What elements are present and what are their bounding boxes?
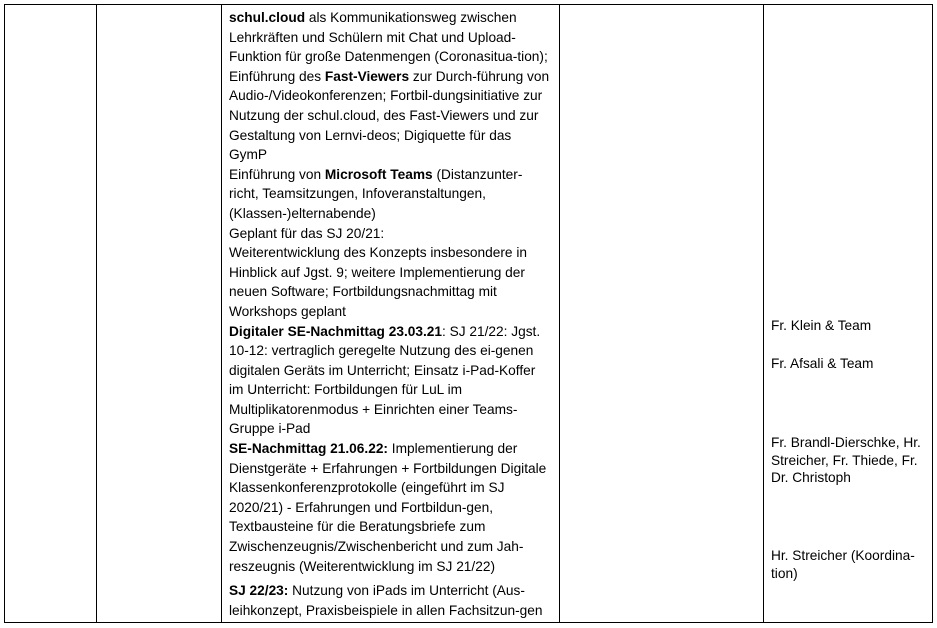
responsible-klein bbox=[771, 317, 931, 335]
bold-microsoft-teams: Microsoft Teams bbox=[324, 166, 433, 182]
paragraph-planned-heading bbox=[229, 224, 551, 244]
text-se-2022: Implementierung der Dienstgeräte + Erfahrungen + Fortbildungen Digitale Klassenkonferenzprotokolle (eingeführt im SJ 2020/21) - Erfahrungen und Fortbildun-gen, Textbausteine für die Beratungsbriefe zum Zwischenzeugnis/Zwischenbericht und zum Jah-reszeugnis (Weiterentwicklung im SJ 21/22) bbox=[229, 441, 547, 574]
table-col-border-1 bbox=[4, 4, 5, 623]
table-cell-description bbox=[229, 8, 551, 620]
bold-schulcloud: schul.cloud bbox=[229, 10, 306, 25]
paragraph-se-2022 bbox=[229, 439, 551, 576]
text-responsible-klein: Fr. Klein & Team bbox=[771, 318, 872, 333]
paragraph-teams bbox=[229, 165, 551, 224]
table-top-border bbox=[4, 4, 932, 5]
table-col-border-2 bbox=[96, 4, 97, 623]
text-teams-intro: Einführung von bbox=[229, 166, 325, 182]
responsible-afsali bbox=[771, 355, 931, 373]
bold-se-2022: SE-Nachmittag 21.06.22: bbox=[229, 441, 388, 457]
table-col-border-6 bbox=[932, 4, 933, 623]
text-planned-detail: Weiterentwicklung des Konzepts insbesondere in Hinblick auf Jgst. 9; weitere Implementierung der neuen Software; Fortbildungsnachmittag mit Workshops geplant bbox=[229, 245, 528, 319]
table-bottom-border bbox=[4, 622, 932, 623]
text-schulcloud: als Kommunikationsweg zwischen Lehrkräften und Schülern mit Chat und Upload-Funktion für große Datenmengen (Coronasitua-tion); Einführung des bbox=[229, 10, 548, 84]
table-col-border-3 bbox=[221, 4, 222, 623]
text-se-2021: : SJ 21/22: Jgst. 10-12: vertraglich geregelte Nutzung des ei-genen digitalen Geräts im Unterricht; Einsatz i-Pad-Koffer im Unterricht: Fortbildungen für LuL im Multiplikatorenmodus + Einrichten einer Teams-Gruppe i-Pad bbox=[229, 323, 541, 437]
text-sj-2223: Nutzung von iPads im Unterricht (Aus-leihkonzept, Praxisbeispiele in allen Fachsitzun-gen bbox=[229, 583, 543, 618]
bold-sj-2223: SJ 22/23: bbox=[229, 583, 289, 599]
text-responsible-afsali: Fr. Afsali & Team bbox=[771, 356, 874, 371]
text-fast-viewers: zur Durch-führung von Audio-/Videokonferenzen; Fortbil-dungsinitiative zur Nutzung der schul.cloud, des Fast-Viewers und zur Gestaltung von Lernvi-deos; Digiquette für das GymP bbox=[229, 68, 550, 163]
paragraph-se-2021 bbox=[229, 322, 551, 440]
paragraph-planned-detail bbox=[229, 243, 551, 321]
bold-se-2021: Digitaler SE-Nachmittag 23.03.21 bbox=[229, 323, 442, 339]
table-col-border-4 bbox=[559, 4, 560, 623]
responsible-streicher bbox=[771, 547, 931, 582]
responsible-brandl bbox=[771, 434, 931, 487]
text-responsible-streicher: Hr. Streicher (Koordina-tion) bbox=[771, 548, 915, 581]
text-responsible-brandl: Fr. Brandl-Dierschke, Hr. Streicher, Fr. Thiede, Fr. Dr. Christoph bbox=[771, 435, 921, 486]
bold-fast-viewers: Fast-Viewers bbox=[324, 68, 410, 84]
table-col-border-5 bbox=[763, 4, 764, 623]
text-planned-heading: Geplant für das SJ 20/21: bbox=[229, 225, 385, 241]
paragraph-sj-2223 bbox=[229, 581, 551, 620]
text-teams-detail: (Distanzunter-richt, Teamsitzungen, Infoveranstaltungen, (Klassen-)elternabende) bbox=[229, 166, 523, 221]
paragraph-schulcloud bbox=[229, 8, 551, 165]
